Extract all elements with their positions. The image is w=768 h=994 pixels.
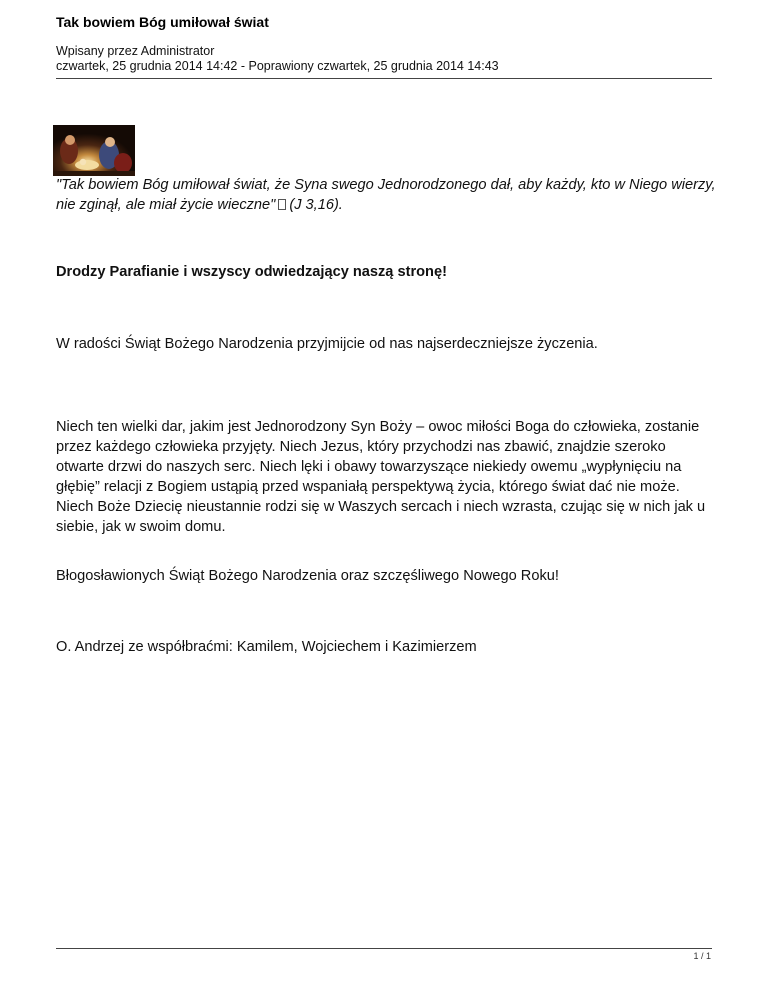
page-title: Tak bowiem Bóg umiłował świat (56, 14, 269, 30)
date-line: czwartek, 25 grudnia 2014 14:42 - Poprawiony czwartek, 25 grudnia 2014 14:43 (56, 59, 499, 73)
footer-divider (56, 948, 712, 949)
author-line: Wpisany przez Administrator (56, 44, 215, 58)
article-meta (56, 44, 499, 74)
missing-glyph-icon (278, 199, 286, 210)
greeting-heading: Drodzy Parafianie i wszyscy odwiedzający naszą stronę! (56, 264, 447, 280)
quote-text: "Tak bowiem Bóg umiłował świat, że Syna swego Jednorodzonego dał, aby każdy, kto w Niego wierzy, nie zginął, ale miał życie wieczne" (56, 177, 716, 213)
nativity-scene-icon (53, 125, 135, 176)
signature-paragraph: O. Andrzej ze współbraćmi: Kamilem, Wojciechem i Kazimierzem (56, 639, 477, 655)
quote-reference: (J 3,16). (289, 197, 343, 213)
wishes-paragraph: W radości Świąt Bożego Narodzenia przyjmijcie od nas najserdeczniejsze życzenia. (56, 336, 598, 352)
closing-paragraph: Błogosławionych Świąt Bożego Narodzenia oraz szczęśliwego Nowego Roku! (56, 568, 559, 584)
page-number: 1 / 1 (693, 951, 711, 961)
header-divider (56, 78, 712, 79)
bible-quote (56, 175, 716, 215)
nativity-image (53, 125, 135, 176)
body-paragraph: Niech ten wielki dar, jakim jest Jednorodzony Syn Boży – owoc miłości Boga do człowieka, zostanie przez każdego człowieka przyjęty. Niech Jezus, który przychodzi nas zbawić, znajdzie szeroko otwarte drzwi do naszych serc. Niech lęki i obawy towarzyszące niekiedy owemu „wypłynięciu na głębię” relacji z Bogiem ustąpią przed wspaniałą perspektywą życia, którego świat dać nie może. Niech Boże Dziecię nieustannie rodzi się w Waszych sercach i niech wzrasta, czując się w nich jak u siebie, jak w swoim domu. (56, 419, 706, 535)
